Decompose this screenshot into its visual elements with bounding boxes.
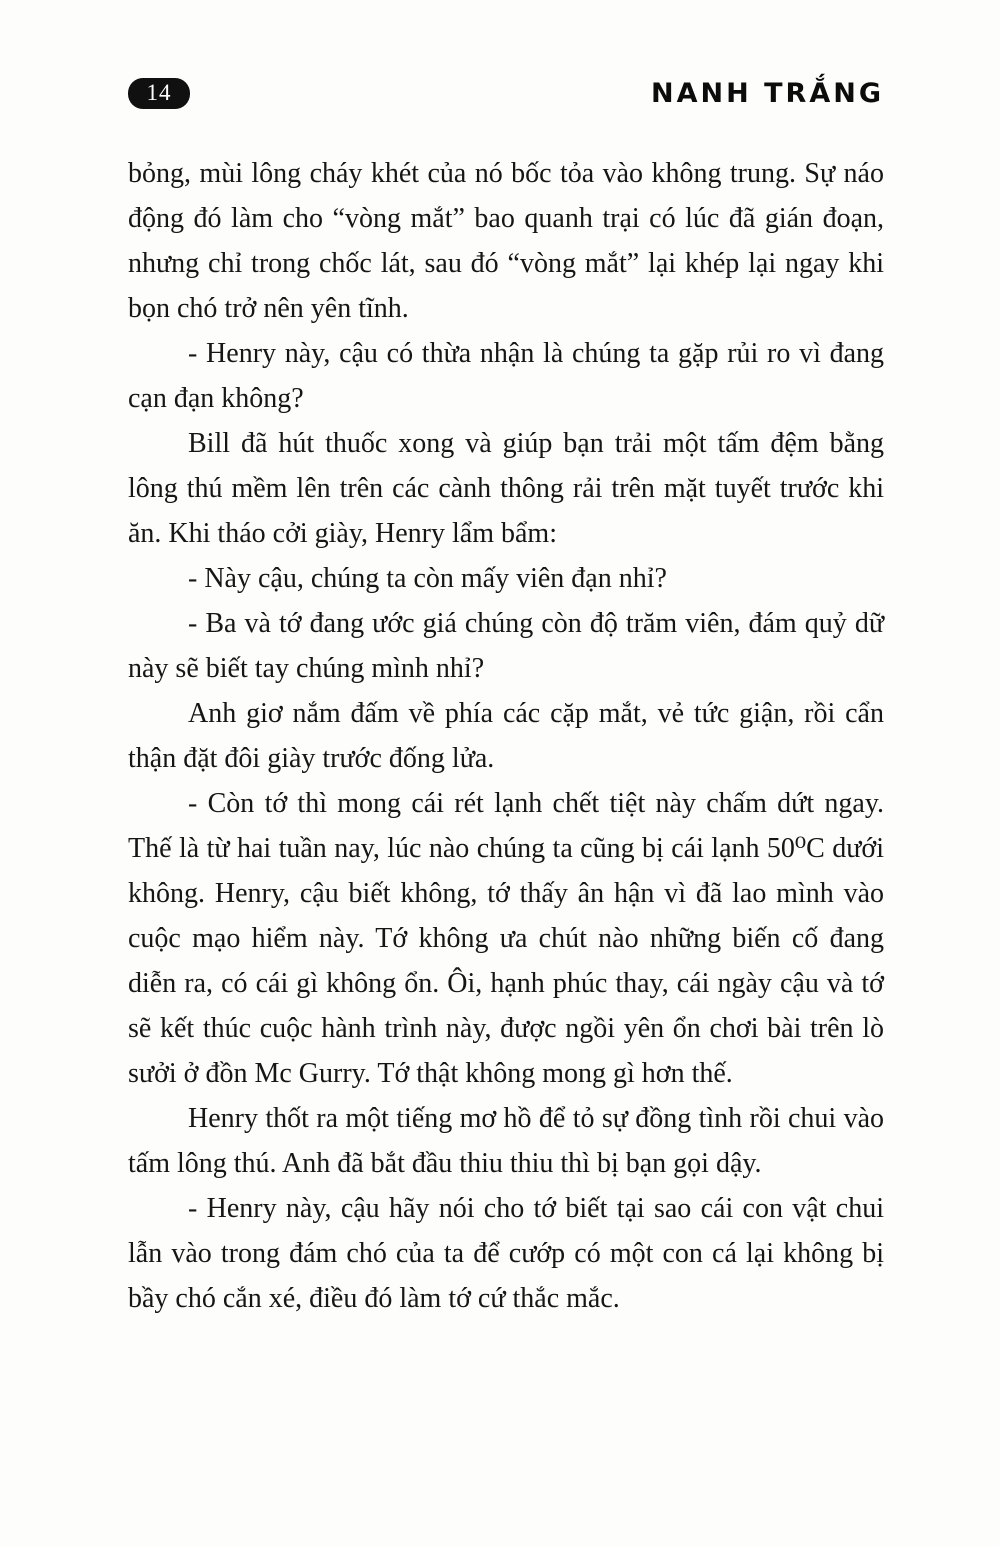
paragraph: - Này cậu, chúng ta còn mấy viên đạn nhỉ? (188, 563, 667, 595)
page-number-badge: 14 (128, 78, 190, 109)
paragraph: bỏng, mùi lông cháy khét của nó bốc tỏa vào không trung. Sự náo động đó làm cho “vòng mắt” bao quanh trại có lúc đã gián đoạn, nhưng chỉ trong chốc lát, sau đó “vòng mắt” lại khép lại ngay khi bọn chó trở nên yên tĩnh. (128, 158, 884, 325)
paragraph: Bill đã hút thuốc xong và giúp bạn trải một tấm đệm bằng lông thú mềm lên trên các cành thông rải trên mặt tuyết trước khi ăn. Khi tháo cởi giày, Henry lẩm bẩm: (128, 428, 884, 550)
paragraph: Anh giơ nắm đấm về phía các cặp mắt, vẻ tức giận, rồi cẩn thận đặt đôi giày trước đống lửa. (128, 698, 884, 775)
paragraph: - Ba và tớ đang ước giá chúng còn độ trăm viên, đám quỷ dữ này sẽ biết tay chúng mình nhỉ? (128, 608, 884, 685)
paragraph: Henry thốt ra một tiếng mơ hồ để tỏ sự đồng tình rồi chui vào tấm lông thú. Anh đã bắt đầu thiu thiu thì bị bạn gọi dậy. (128, 1103, 884, 1180)
book-title: NANH TRẮNG (651, 78, 884, 110)
page-text (128, 151, 884, 1321)
page-header (128, 78, 884, 109)
paragraph: - Henry này, cậu hãy nói cho tớ biết tại sao cái con vật chui lẫn vào trong đám chó của ta để cướp có một con cá lại không bị bầy chó cắn xé, điều đó làm tớ cứ thắc mắc. (128, 1193, 884, 1315)
paragraph: - Henry này, cậu có thừa nhận là chúng ta gặp rủi ro vì đang cạn đạn không? (128, 338, 884, 415)
paragraph: - Còn tớ thì mong cái rét lạnh chết tiệt này chấm dứt ngay. Thế là từ hai tuần nay, lúc nào chúng ta cũng bị cái lạnh 50⁰C dưới không. Henry, cậu biết không, tớ thấy ân hận vì đã lao mình vào cuộc mạo hiểm này. Tớ không ưa chút nào những biến cố đang diễn ra, có cái gì không ổn. Ôi, hạnh phúc thay, cái ngày cậu và tớ sẽ kết thúc cuộc hành trình này, được ngồi yên ổn chơi bài trên lò sưởi ở đồn Mc Gurry. Tớ thật không mong gì hơn thế. (128, 788, 884, 1090)
